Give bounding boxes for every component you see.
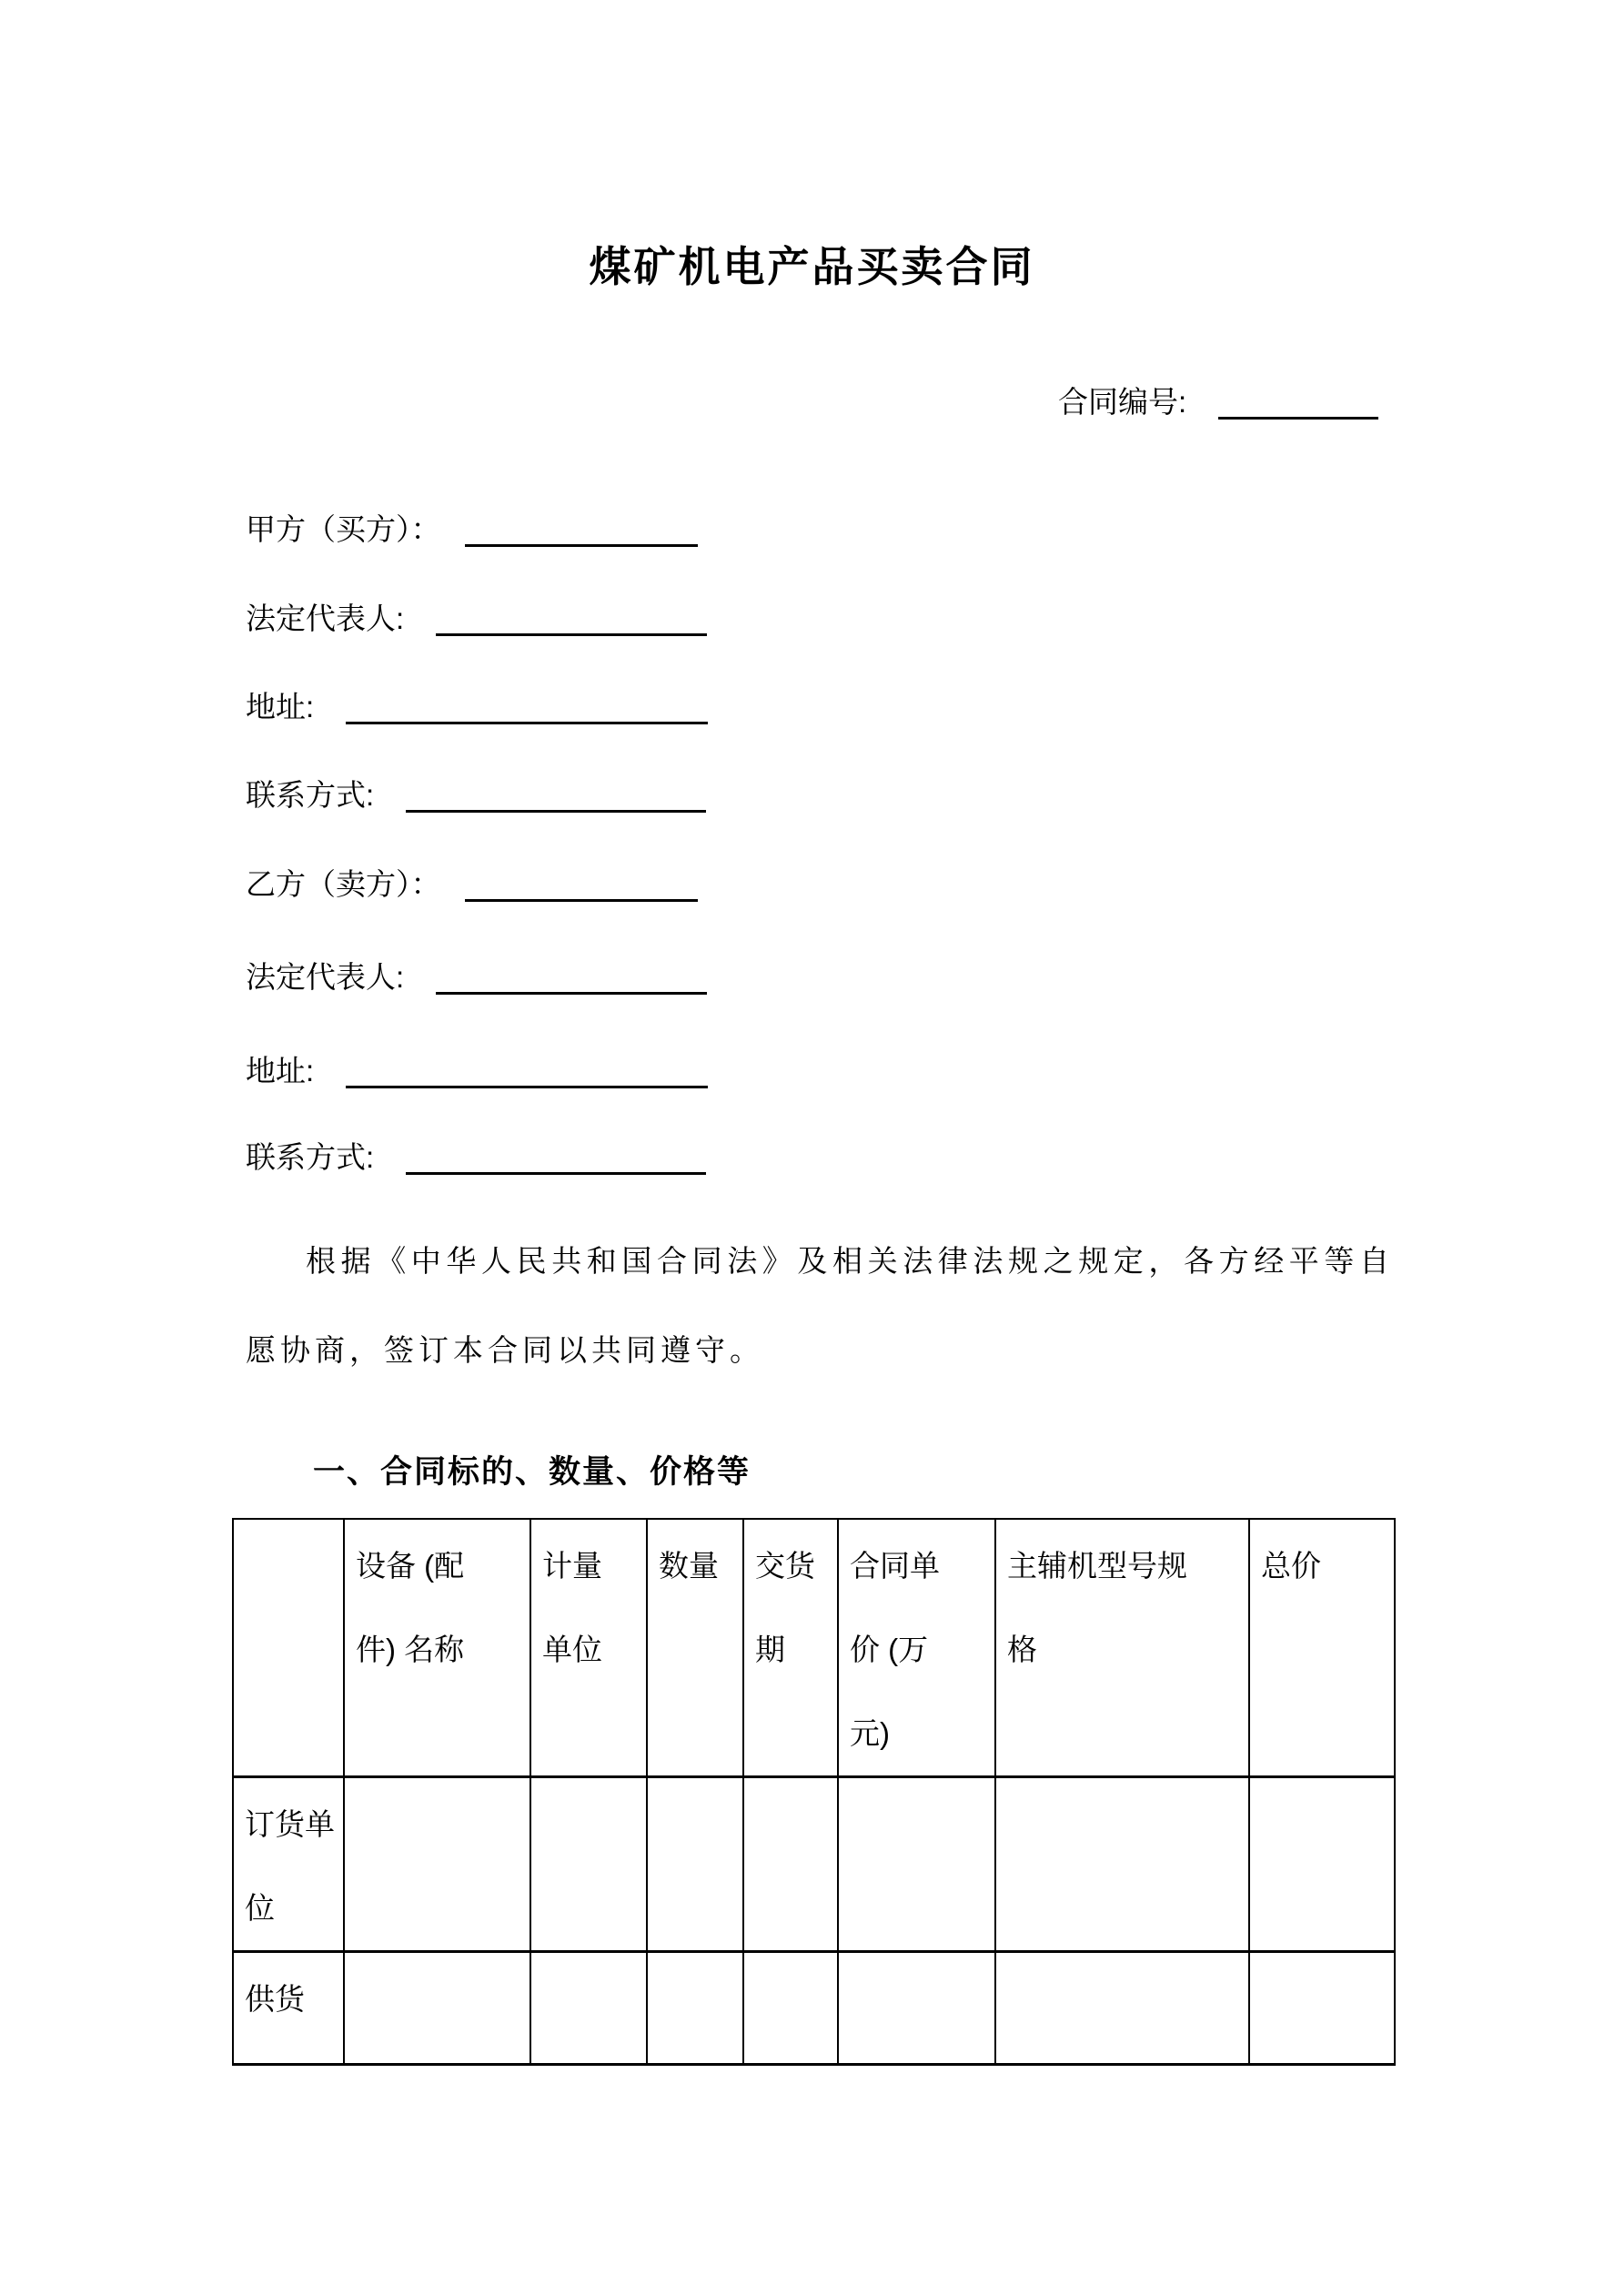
contact-b-blank <box>406 1138 706 1175</box>
form-line-legal-rep-a <box>246 599 707 636</box>
table-cell <box>647 1777 743 1952</box>
row-label-supplying-unit: 供货 <box>233 1952 344 2065</box>
party-a-blank <box>465 510 698 547</box>
header-cell-delivery-date: 交货期 <box>743 1519 838 1777</box>
header-cell-quantity: 数量 <box>647 1519 743 1777</box>
contract-number-line <box>1058 382 1378 420</box>
contract-number-blank <box>1218 382 1378 420</box>
party-b-blank <box>465 865 698 902</box>
form-line-legal-rep-b <box>246 957 707 995</box>
header-cell-unit-price: 合同单价 (万元) <box>838 1519 995 1777</box>
party-b-label: 乙方（卖方）： <box>246 867 441 901</box>
contract-number-label: 合同编号: <box>1058 385 1195 419</box>
form-line-contact-b <box>246 1138 706 1175</box>
legal-rep-b-label: 法定代表人: <box>246 960 413 994</box>
legal-rep-b-blank <box>436 957 707 995</box>
intro-paragraph: 根据《中华人民共和国合同法》及相关法律法规之规定，各方经平等自愿协商，签订本合同以共同遵守。 <box>246 1244 1394 1367</box>
table-cell <box>344 1777 530 1952</box>
header-cell-empty <box>233 1519 344 1777</box>
form-line-party-b <box>246 865 698 902</box>
contact-a-blank <box>406 775 706 813</box>
table-header-row <box>233 1519 1395 1777</box>
header-cell-equipment-name: 设备 (配件) 名称 <box>344 1519 530 1777</box>
table-cell <box>838 1952 995 2065</box>
table-cell <box>1249 1777 1395 1952</box>
table-cell <box>1249 1952 1395 2065</box>
table-cell <box>530 1952 647 2065</box>
table-row-ordering-unit <box>233 1777 1395 1952</box>
section-heading: 一、合同标的、数量、价格等 <box>313 1454 751 1490</box>
document-title: 煤矿机电产品买卖合同 <box>589 243 1035 290</box>
row-label-ordering-unit: 订货单位 <box>233 1777 344 1952</box>
table-cell <box>995 1952 1249 2065</box>
table-cell <box>530 1777 647 1952</box>
header-cell-model-spec: 主辅机型号规格 <box>995 1519 1249 1777</box>
form-line-party-a <box>246 510 698 547</box>
legal-rep-a-label: 法定代表人: <box>246 602 413 635</box>
table-cell <box>995 1777 1249 1952</box>
address-b-label: 地址: <box>246 1054 323 1087</box>
contact-b-label: 联系方式: <box>246 1140 383 1174</box>
address-a-label: 地址: <box>246 690 323 723</box>
header-cell-measure-unit: 计量单位 <box>530 1519 647 1777</box>
goods-table <box>232 1518 1396 2066</box>
legal-rep-a-blank <box>436 599 707 636</box>
table-cell <box>344 1952 530 2065</box>
table-cell <box>838 1777 995 1952</box>
header-cell-total-price: 总价 <box>1249 1519 1395 1777</box>
address-a-blank <box>346 687 708 724</box>
table-cell <box>743 1777 838 1952</box>
address-b-blank <box>346 1051 708 1088</box>
table-cell <box>647 1952 743 2065</box>
table-cell <box>743 1952 838 2065</box>
table-row-supplying-unit <box>233 1952 1395 2065</box>
form-line-contact-a <box>246 775 706 813</box>
form-line-address-b <box>246 1051 708 1088</box>
party-a-label: 甲方（买方）： <box>246 512 441 546</box>
form-line-address-a <box>246 687 708 724</box>
contact-a-label: 联系方式: <box>246 778 383 812</box>
